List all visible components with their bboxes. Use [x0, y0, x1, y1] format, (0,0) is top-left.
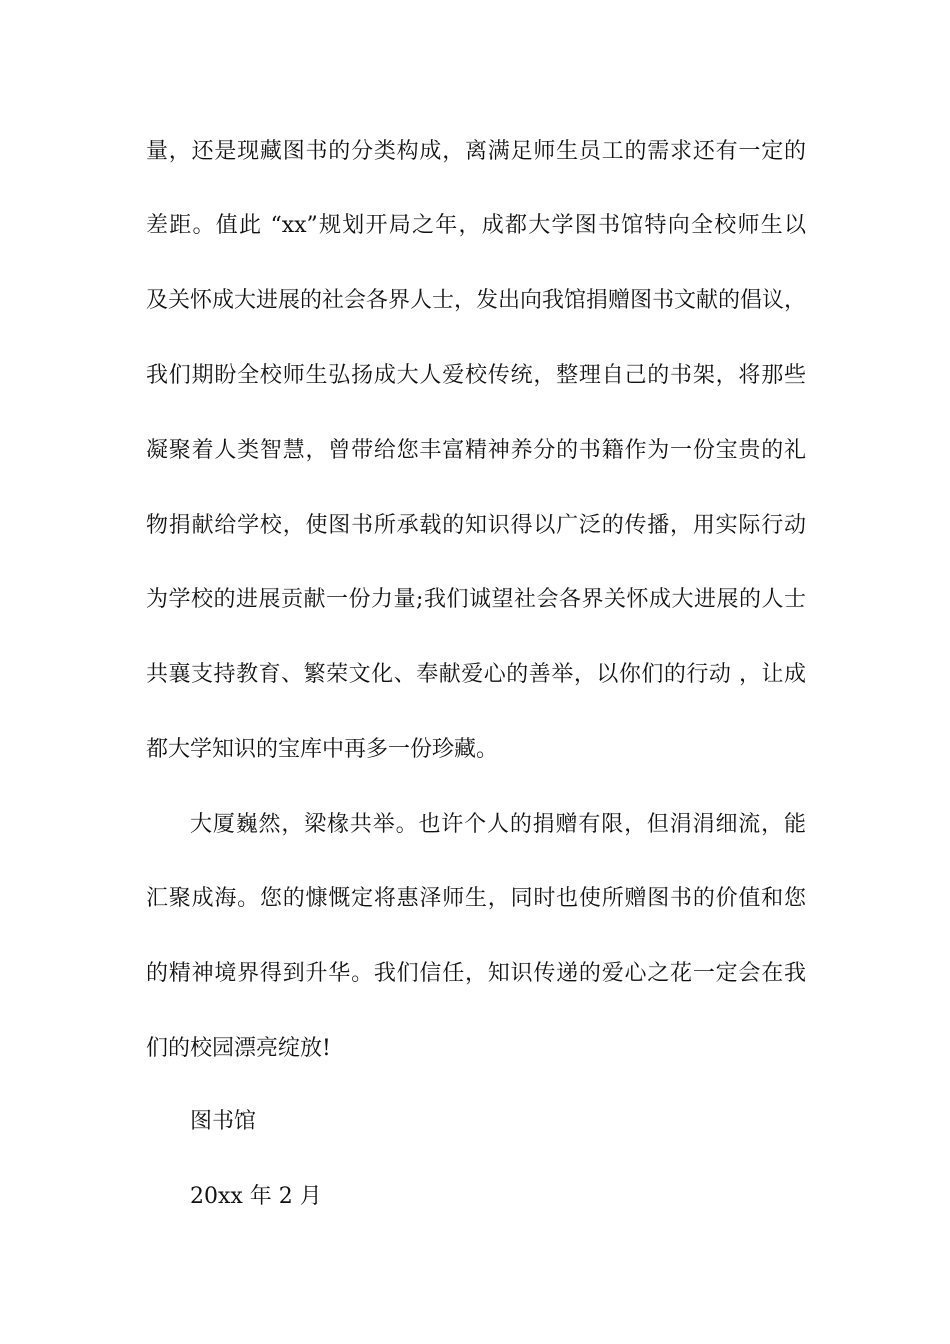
paragraph-2-line-1: 大厦巍然，梁椽共举。也许个人的捐赠有限，但涓涓细流，能	[190, 812, 806, 837]
paragraph-2-line-4: 们的校园漂亮绽放!	[146, 1036, 331, 1061]
signature: 图书馆	[190, 1109, 257, 1134]
date: 20xx 年 2 月	[190, 1184, 322, 1209]
paragraph-1-line-2: 差距。值此 “xx”规划开局之年，成都大学图书馆特向全校师生以	[146, 213, 806, 238]
paragraph-1-line-5: 凝聚着人类智慧，曾带给您丰富精神养分的书籍作为一份宝贵的礼	[146, 438, 806, 463]
paragraph-1-line-9: 都大学知识的宝库中再多一份珍藏。	[146, 737, 499, 762]
paragraph-1-line-4: 我们期盼全校师生弘扬成大人爱校传统，整理自己的书架，将那些	[146, 363, 806, 388]
paragraph-2-line-2: 汇聚成海。您的慷慨定将惠泽师生，同时也使所赠图书的价值和您	[146, 886, 806, 911]
paragraph-1-line-3: 及关怀成大进展的社会各界人士，发出向我馆捐赠图书文献的倡议，	[146, 288, 807, 313]
paragraph-1-line-8: 共襄支持教育、繁荣文化、奉献爱心的善举，以你们的行动 ，让成	[146, 662, 806, 687]
paragraph-1-line-6: 物捐献给学校，使图书所承载的知识得以广泛的传播，用实际行动	[146, 513, 806, 538]
paragraph-1-line-7: 为学校的进展贡献一份力量;我们诚望社会各界关怀成大进展的人士	[146, 587, 806, 612]
paragraph-2-line-3: 的精神境界得到升华。我们信任，知识传递的爱心之花一定会在我	[146, 961, 806, 986]
paragraph-1-line-1: 量，还是现藏图书的分类构成，离满足师生员工的需求还有一定的	[146, 139, 806, 164]
